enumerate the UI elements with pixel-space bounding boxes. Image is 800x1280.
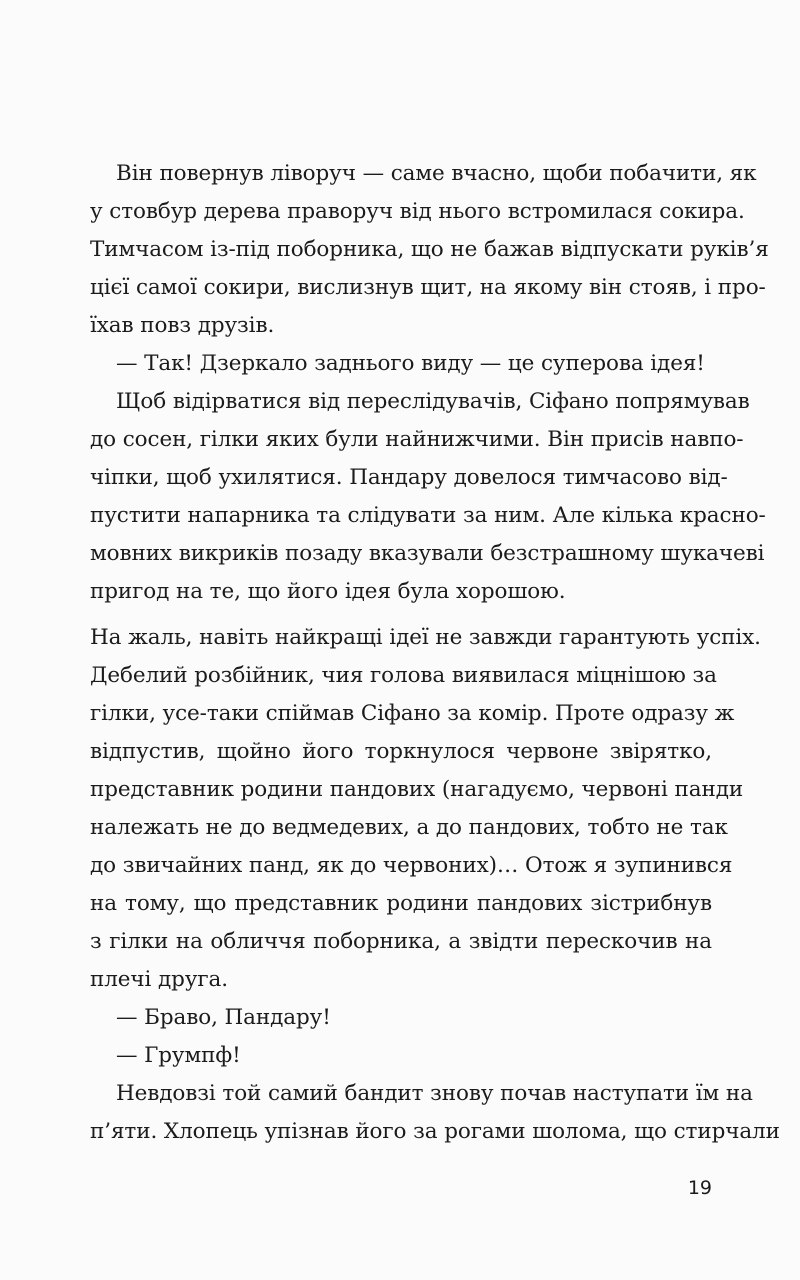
text-section-2 (90, 619, 780, 1151)
dialogue-line: — Так! Дзеркало заднього виду — це суперова ідея! (116, 351, 705, 376)
text-line: Він повернув ліворуч — саме вчасно, щоби побачити, як (116, 161, 757, 186)
text-line: Невдовзі той самий бандит знову почав наступати їм на (116, 1081, 753, 1106)
text-line: з гілки на обличчя поборника, а звідти перескочив на (90, 929, 712, 954)
text-line: мовних викриків позаду вказували безстрашному шукачеві (90, 541, 765, 566)
text-line: цієї самої сокири, вислизнув щит, на якому він стояв, і про- (90, 275, 766, 300)
text-line: їхав повз друзів. (90, 313, 275, 338)
text-line: пригод на те, що його ідея була хорошою. (90, 579, 566, 604)
text-line: відпустив, щойно його торкнулося червоне звірятко, (90, 739, 712, 764)
text-line: Тимчасом із-під поборника, що не бажав відпускати руків’я (90, 237, 769, 262)
text-line: На жаль, навіть найкращі ідеї не завжди гарантують успіх. (90, 625, 761, 650)
page-number: 19 (687, 1177, 712, 1199)
text-line: до сосен, гілки яких були найнижчими. Він присів навпо- (90, 427, 744, 452)
text-line: належать не до ведмедевих, а до пандових, тобто не так (90, 815, 728, 840)
text-line: представник родини пандових (нагадуємо, червоні панди (90, 777, 744, 802)
text-line: до звичайних панд, як до червоних)… Отож я зупинився (90, 853, 733, 878)
text-line: пустити напарника та слідувати за ним. Але кілька красно- (90, 503, 766, 528)
text-line: Щоб відірватися від переслідувачів, Сіфано попрямував (116, 389, 750, 414)
text-section-1 (90, 155, 769, 611)
dialogue-line: — Браво, Пандару! (116, 1005, 331, 1030)
text-line: гілки, усе-таки спіймав Сіфано за комір. Проте одразу ж (90, 701, 735, 726)
text-line: плечі друга. (90, 967, 229, 992)
text-line: п’яти. Хлопець упізнав його за рогами шолома, що стирчали (90, 1119, 780, 1144)
text-line: на тому, що представник родини пандових зістрибнув (90, 891, 712, 916)
text-line: у стовбур дерева праворуч від нього встромилася сокира. (90, 199, 745, 224)
text-line: чіпки, щоб ухилятися. Пандару довелося тимчасово від- (90, 465, 728, 490)
text-line: Дебелий розбійник, чия голова виявилася міцнішою за (90, 663, 717, 688)
dialogue-line: — Грумпф! (116, 1043, 241, 1068)
